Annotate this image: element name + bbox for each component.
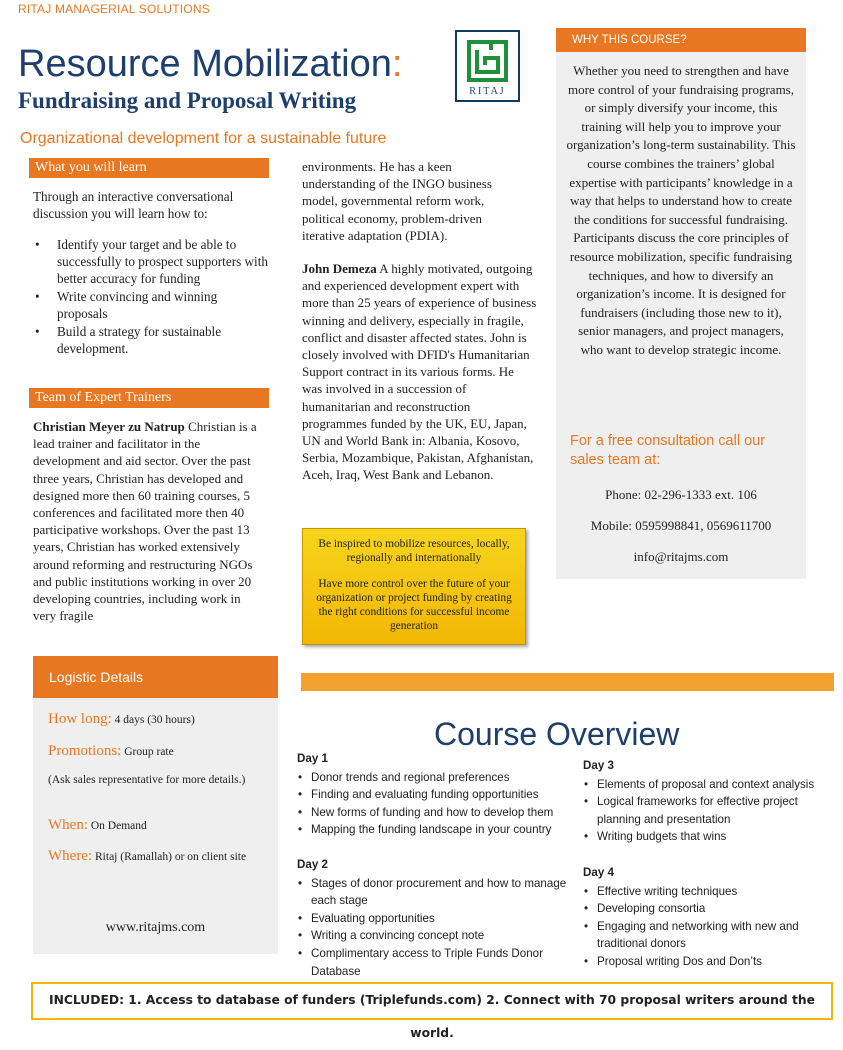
why-paragraph-1: Whether you need to strengthen and have more control of your fundraising programs, or simply diversify your income, this training will help you to improve your organization’s long-term sustainability. This course combines the trainers’ global expertise with participants’ knowledge in a way that helps to understand how to create the conditions for successful fundraising. (566, 63, 796, 227)
how-long-value: 4 days (30 hours) (111, 714, 195, 726)
company-name: RITAJ MANAGERIAL SOLUTIONS (18, 2, 210, 16)
list-item: • Identify your target and be able to successfully to prospect supporters with better accuracy for funding (33, 236, 269, 287)
email-link[interactable]: info@ritajms.com (633, 549, 729, 564)
day-heading: Day 4 (583, 866, 614, 879)
day-heading: Day 3 (583, 759, 614, 772)
page-title (18, 42, 402, 86)
list-item: • Writing a convincing concept note (297, 927, 577, 945)
where (48, 848, 270, 865)
inspire-line-1: Be inspired to mobilize resources, locally, regionally and internationally (318, 538, 510, 564)
promotions (48, 742, 270, 760)
list-item: • New forms of funding and how to develop them (297, 804, 567, 822)
trainer2-bio (302, 260, 537, 484)
page-subtitle: Fundraising and Proposal Writing (18, 88, 357, 113)
website-link[interactable]: www.ritajms.com (105, 920, 206, 935)
why-heading: WHY THIS COURSE? (556, 28, 806, 52)
trainer1-bio-continued: environments. He has a keen understanding of the INGO business model, governmental reform work, political economy, problem-driven iterative adaptation (PDIA). (302, 159, 492, 243)
why-body (566, 62, 796, 360)
team-heading: Team of Expert Trainers (29, 388, 269, 408)
list-item: • Complimentary access to Triple Funds Donor Database (297, 945, 577, 980)
list-item: • Developing consortia (583, 900, 838, 918)
day-1 (297, 750, 567, 839)
when-value: On Demand (87, 820, 147, 832)
list-item: • Finding and evaluating funding opportunities (297, 786, 567, 804)
inspire-callout (302, 528, 526, 645)
logo-text: RITAJ (469, 86, 506, 97)
list-item: • Effective writing techniques (583, 883, 838, 901)
how-long-label: How long: (48, 711, 112, 727)
day-heading: Day 2 (297, 858, 328, 871)
overview-title: Course Overview (434, 716, 680, 752)
where-value: Ritaj (Ramallah) or on client site (92, 851, 247, 863)
learn-list (33, 236, 269, 358)
consultation-cta: For a free consultation call our sales team at: (570, 433, 766, 468)
trainer1-bio (33, 418, 265, 624)
logistics-heading: Logistic Details (33, 656, 278, 698)
trainer2-name: John Demeza (302, 261, 377, 276)
divider-bar (301, 673, 834, 691)
learn-heading: What you will learn (29, 158, 269, 178)
ritaj-logo-mark-icon (463, 36, 512, 86)
where-label: Where: (48, 848, 93, 864)
list-item: • Stages of donor procurement and how to manage each stage (297, 875, 577, 910)
list-item: • Engaging and networking with new and traditional donors (583, 918, 838, 953)
title-colon: : (391, 43, 403, 85)
day-heading: Day 1 (297, 752, 328, 765)
trainer1-name: Christian Meyer zu Natrup (33, 419, 185, 434)
when-label: When: (48, 817, 88, 833)
phone-number[interactable]: Phone: 02-296-1333 ext. 106 (605, 487, 757, 502)
list-item: • Logical frameworks for effective project planning and presentation (583, 793, 838, 828)
list-item: • Build a strategy for sustainable development. (33, 323, 269, 357)
day-3 (583, 757, 838, 846)
promotions-label: Promotions: (48, 743, 122, 759)
trainer2-bio-text: A highly motivated, outgoing and experienced development expert with more than 25 years of experience of business winning and delivery, especially in fragile, conflict and disaster affected states. John is closely involved with DFID's Humanitarian Support contract in its various forms. He was involved in a succession of humanitarian and reconstruction programmes funded by the UK, EU, Japan, UN and World Bank in: Albania, Kosovo, Serbia, Mozambique, Pakistan, Afghanistan, Aceh, Iraq, West Bank and Lebanon. (302, 261, 537, 483)
promotions-note: (Ask sales representative for more details.) (48, 774, 246, 786)
list-item: • Evaluating opportunities (297, 910, 577, 928)
list-item: • Write convincing and winning proposals (33, 288, 269, 322)
learn-intro: Through an interactive conversational discussion you will learn how to: (33, 189, 234, 221)
tagline: Organizational development for a sustainable future (20, 130, 387, 147)
how-long (48, 710, 270, 728)
list-item: • Elements of proposal and context analysis (583, 776, 838, 794)
logistics-panel (33, 656, 278, 954)
day-4 (583, 864, 838, 971)
list-item: • Writing budgets that wins (583, 828, 838, 846)
why-paragraph-2: Participants discuss the core principles of resource mobilization, specific fundraising techniques, and how to diversify an organization’s income. It is designed for fundraisers (including those new to it), senior managers, and project managers, who want to develop strategic income. (569, 230, 793, 357)
mobile-number[interactable]: Mobile: 0595998841, 0569611700 (590, 518, 772, 533)
included-banner: INCLUDED: 1. Access to database of funders (Triplefunds.com) 2. Connect with 70 proposal writers around the world. (31, 982, 833, 1020)
inspire-line-2: Have more control over the future of your organization or project funding by creating the right conditions for successful income generation (316, 578, 512, 632)
list-item: • Donor trends and regional preferences (297, 769, 567, 787)
ritaj-logo (455, 30, 520, 102)
day-2 (297, 856, 577, 980)
list-item: • Mapping the funding landscape in your country (297, 821, 567, 839)
promotions-value: Group rate (121, 746, 174, 758)
title-text: Resource Mobilization (18, 43, 392, 85)
when (48, 816, 270, 834)
trainer1-bio-text: Christian is a lead trainer and facilitator in the development and aid sector. Over the past three years, Christian has developed and designed more then 60 training courses, 5 conferences and facilitated more then 40 participative workshops. Over the past 13 years, Christian has worked extensively around reforming and restructuring NGOs and public institutions working in over 20 developing countries, including work in very fragile (33, 419, 257, 624)
list-item: • Proposal writing Dos and Don’ts (583, 953, 838, 971)
